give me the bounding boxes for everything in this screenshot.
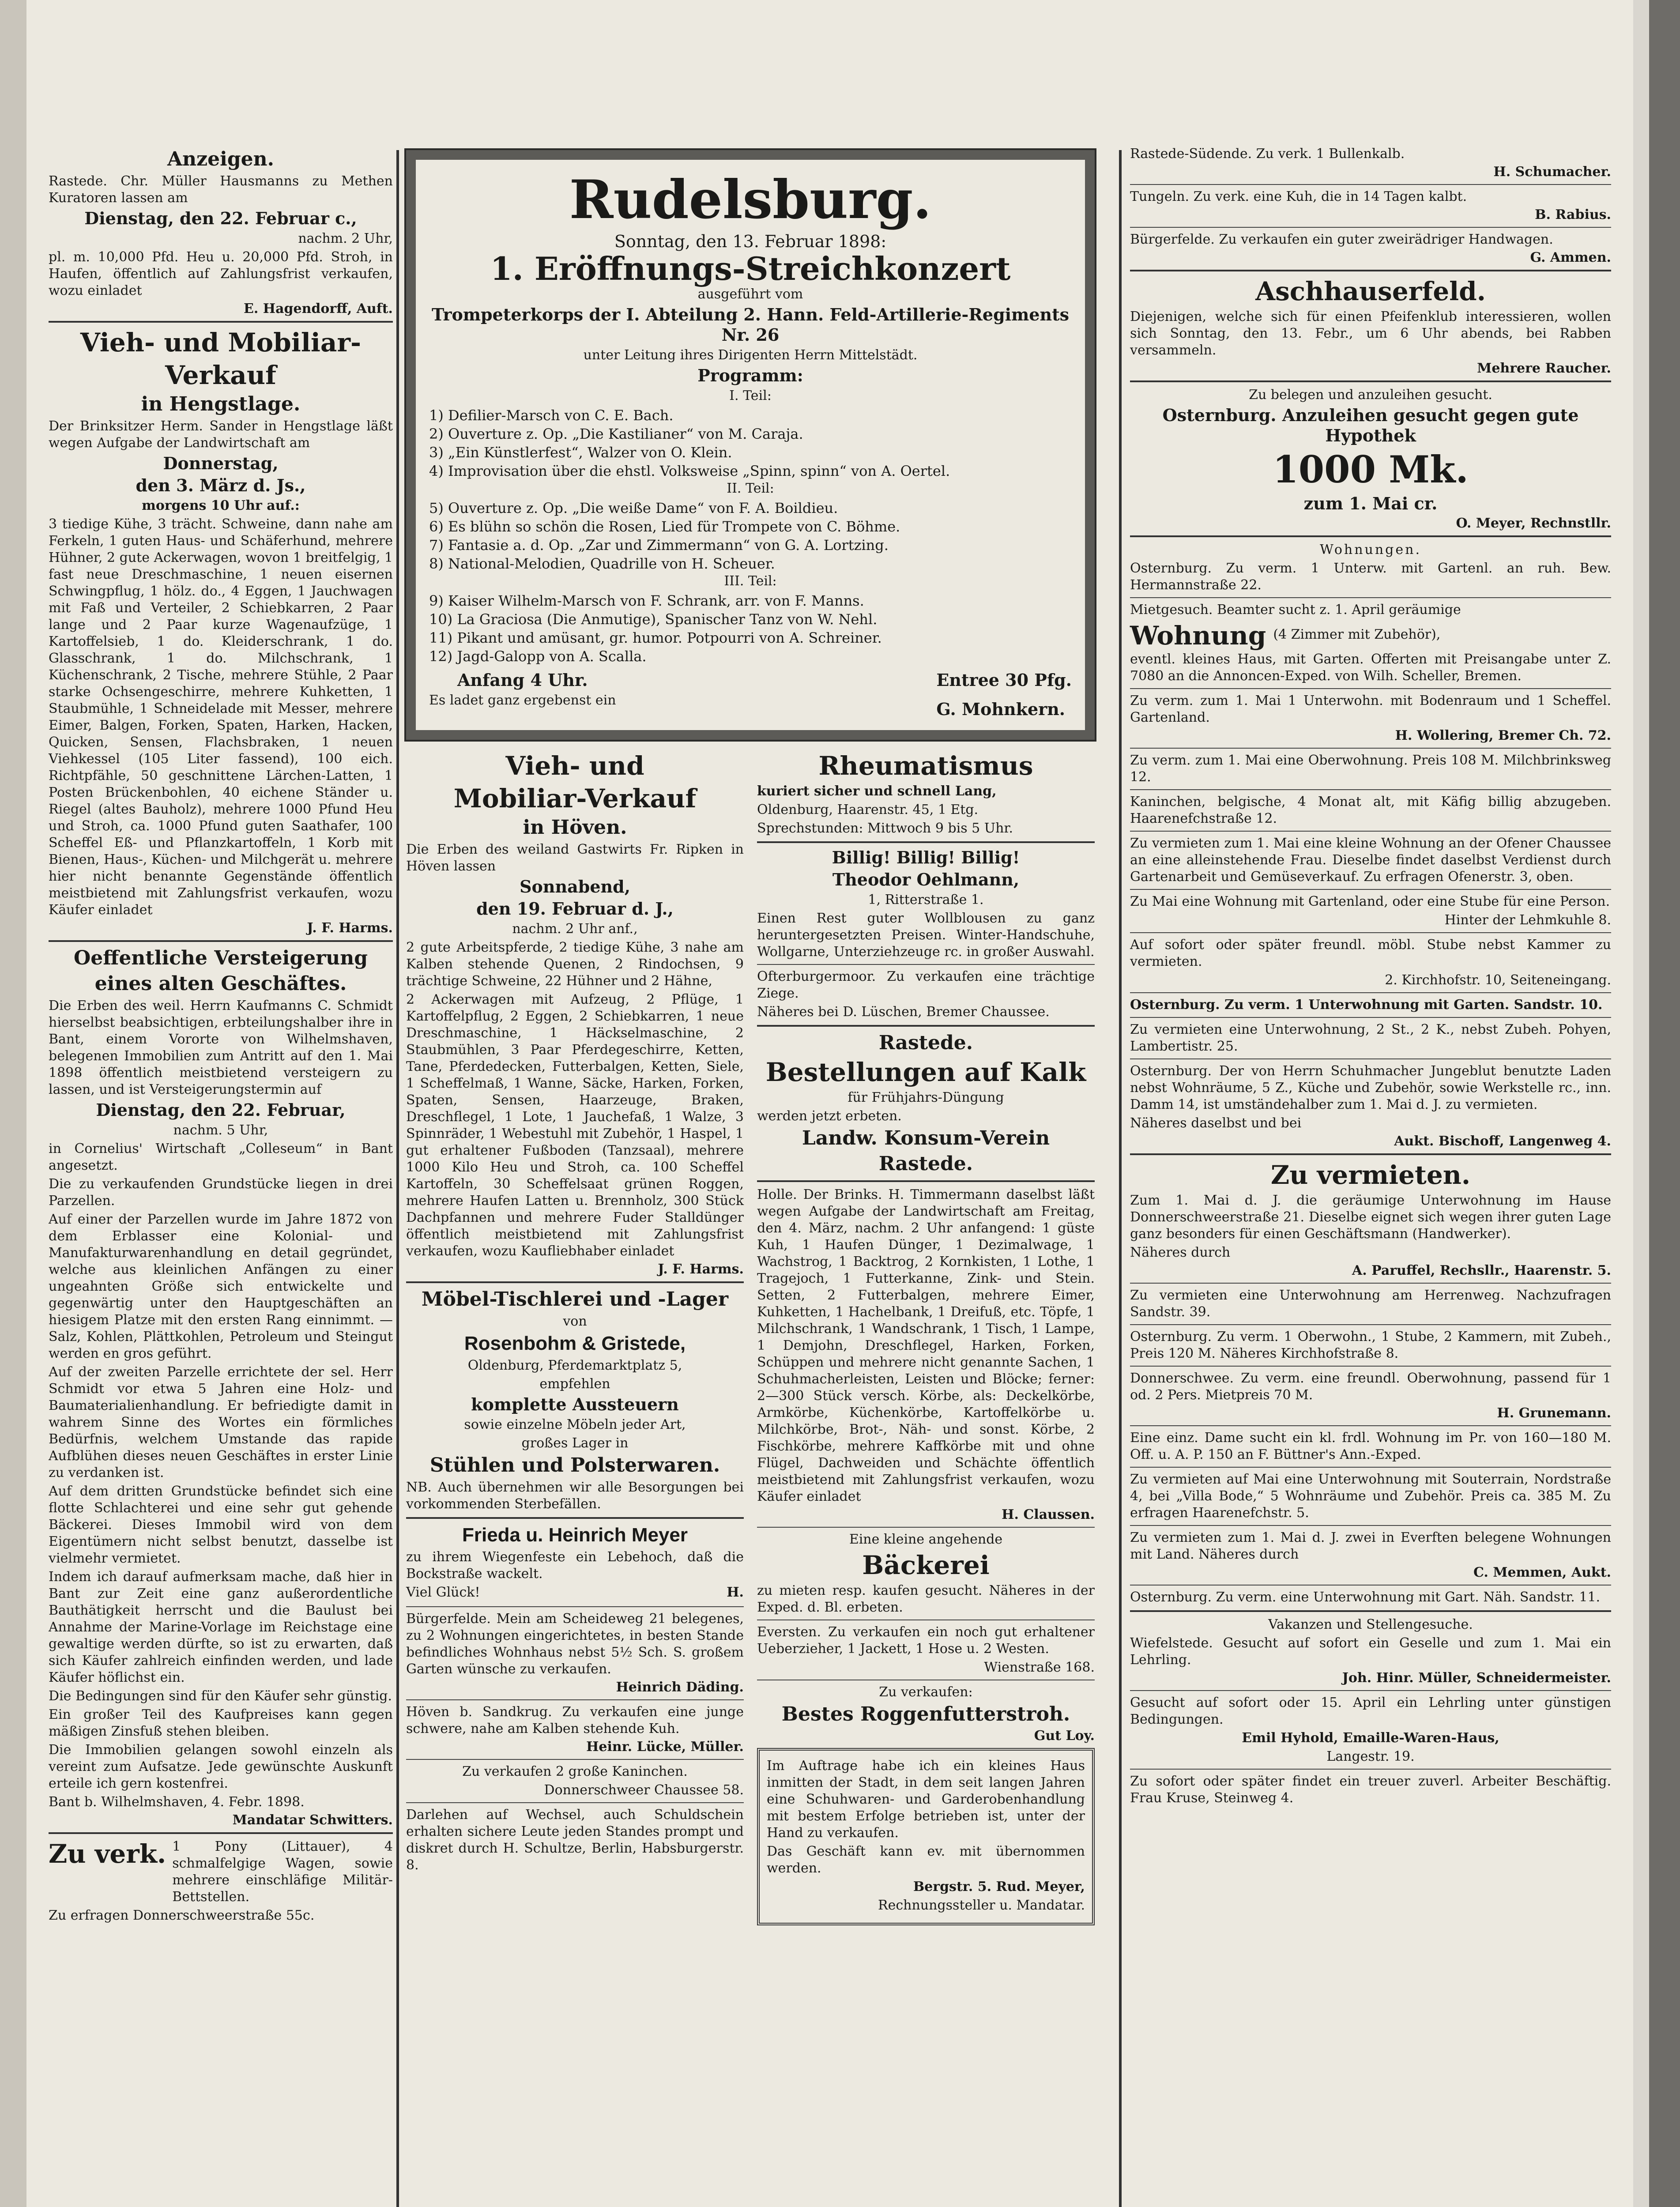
ad-moebel-tischlerei: Möbel-Tischlerei und -Lager von Rosenbohm & Gristede, Oldenburg, Pferdemarktplatz 5, empfehlen komplette Aussteuern sowie einzelne Möbeln jeder Art, großes Lager in Stühlen und Polsterwaren. NB. Auch übernehmen wir alle Besorgungen bei vorkommenden Sterbefällen. bbox=[406, 1288, 744, 1512]
ad-haus-verkauf: Im Auftrage habe ich ein kleines Haus inmitten der Stadt, in dem seit langen Jahren eine Schuhwaren- und Garderobenhandlung mit bestem Erfolge betrieben ist, unter der Hand zu verkaufen. Das Geschäft kann ev. mit übernommen werden. Bergstr. 5. Rud. Meyer, Rechnungssteller u. Mandatar. bbox=[757, 1748, 1095, 1925]
ad-oeffentliche-versteigerung: Oeffentliche Versteigerung eines alten Geschäftes. Die Erben des weil. Herrn Kaufmanns C. Schmidt hierselbst beabsichtigen, erbteilungshalber ihre in Bant, einem Vororte von Wilhelmshaven, belegenen Immobilien zum Antritt auf den 1. Mai 1898 öffentlich meistbietend versteigern zu lassen, und ist Versteigerungstermin auf Dienstag, den 22. Februar, nachm. 5 Uhr, in Cornelius' Wirtschaft „Colleseum“ in Bant angesetzt. Die zu verkaufenden Grundstücke liegen in drei Parzellen. Auf einer der Parzellen wurde im Jahre 1872 von dem Erblasser eine Kolonial- und Manufakturwarenhandlung en detail gegründet, welche aus kleinlichen Anfängen zu einer ungeahnten Größe sich entwickelte und gegenwärtig unter den Hauptgeschäften an hiesigem Platze mit den ersten Rang einnimmt. — Salz, Kohlen, Plättkohlen, Petroleum und Steingut werden en gros geführt. Auf der zweiten Parzelle errichtete der sel. Herr Schmidt vor etwa 5 Jahren eine Holz- und Baumaterialienhandlung. Er befriedigte damit in wahrem Sinne des Wortes ein förmliches Bedürfnis, welchem Umstande das rapide Aufblühen dieses neuen Geschäftes in erster Linie zu verdanken ist. Auf dem dritten Grundstücke befindet sich eine flotte Schlachterei und eine sehr gut gehende Bäckerei. Dieses Immobil wird von dem Eigentümern nicht selbst benutzt, dasselbe ist vielmehr vermietet. Indem ich darauf aufmerksam mache, daß hier in Bant zur Zeit eine ganz außerordentliche Bauthätigkeit herrscht und die Baulust bei Annahme der Marine-Vorlage im Reichstage eine gewaltige werden dürfte, so ist zu erwarten, daß sich Käufer zahlreich einfinden werden, und lade Käufer höflichst ein. Die Bedingungen sind für den Käufer sehr günstig. Ein großer Teil des Kaufpreises kann gegen mäßigen Zinsfuß stehen bleiben. Die Immobilien gelangen sowohl einzeln als vereint zum Aufsatze. Jede gewünschte Auskunft erteile ich gern kostenfrei. Bant b. Wilhelmshaven, 4. Febr. 1898. Mandatar Schwitters. bbox=[49, 947, 393, 1828]
column-middle bbox=[406, 146, 1095, 1929]
section-vakanzen: Vakanzen und Stellengesuche. bbox=[1268, 1617, 1473, 1632]
section-wohnungen: Wohnungen. bbox=[1320, 542, 1421, 557]
column-left: Anzeigen. Rastede. Chr. Müller Hausmanns zu Methen Kuratoren lassen am Dienstag, den 22. Februar c., nachm. 2 Uhr, pl. m. 10,000 Pfd. Heu u. 20,000 Pfd. Stroh, in Haufen, öffentlich auf Zahlungsfrist verkaufen, wozu einladet E. Hagendorff, Auft. Vieh- und Mobiliar- Verkauf in Hengstlage. Der Brinksitzer Herm. Sander in Hengstlage läßt wegen Aufgabe der Landwirtschaft am Donnerstag, den 3. März d. Js., morgens 10 Uhr auf.: 3 tiedige Kühe, 3 trächt. Schweine, dann nahe am Ferkeln, 1 guten Haus- und Schäferhund, mehrere Hühner, 2 gute Ackerwagen, wovon 1 breitfelgig, 1 fast neue Dreschmaschine, 1 neuen eisernen Schwingpflug, 1 hölz. do., 4 Eggen, 1 Jauchwagen mit Faß und Verteiler, 2 Schiebkarren, 2 Paar lange und 2 Paar kurze Wagenaufzüge, 1 Kartoffelsieb, 1 do. Kleiderschrank, 1 do. Glasschrank, 1 do. Milchschrank, 1 Küchenschrank, 2 Tische, mehrere Stühle, 2 Paar starke Ochsengeschirre, mehrere Kuhketten, 1 Staubmühle, 1 Schneidelade mit Messer, mehrere Eimer, Balgen, Forken, Spaten, Harken, Hacken, Quicken, Sensen, Flachsbraken, 1 neuen Viehkessel (105 Liter fassend), 100 eich. Richtpfähle, 50 geschnittene Lärchen-Latten, 1 Posten Brückenbohlen, 40 eichene Ständer u. Riegel (altes Bauholz), mehrere 1000 Pfund Heu und Stroh, ca. 1000 Pfund guten Saathafer, 100 Scheffel Eß- und Pflanzkartoffeln, 1 Korb mit Bienen, Haus-, Küchen- und Milchgerät u. mehrere hier nicht benannte Gegenstände öffentlich meistbietend mit Zahlungsfrist verkaufen, wozu Käufer einladet J. F. Harms. Oeffentliche Versteigerung eines alten Geschäftes. Die Erben des weil. Herrn Kaufmanns C. Schmidt hierselbst beabsichtigen, erbteilungshalber ihre in Bant, einem Vororte von Wilhelmshaven, belegenen Immobilien zum Antritt auf den 1. Mai 1898 öffentlich meistbietend versteigern zu lassen, und ist Versteigerungstermin auf Dienstag, den 22. Februar, nachm. 5 Uhr, in Cornelius' Wirtschaft „Colleseum“ in Bant angesetzt. Die zu verkaufenden Grundstücke liegen in drei Parzellen. Auf einer der Parzellen wurde im Jahre 1872 von dem Erblasser eine Kolonial- und Manufakturwarenhandlung en detail gegründet, welche aus kleinlichen Anfängen zu einer ungeahnten Größe sich entwickelte und gegenwärtig unter den Hauptgeschäften an hiesigem Platze mit den ersten Rang einnimmt. — Salz, Kohlen, Plättkohlen, Petroleum und Steingut werden en gros geführt. Auf der zweiten Parzelle errichtete der sel. Herr Schmidt vor etwa 5 Jahren eine Holz- und Baumaterialienhandlung. Er befriedigte damit in wahrem Sinne des Wortes ein förmliches Bedürfnis, welchem Umstande das rapide Aufblühen dieses neuen Geschäftes in erster Linie zu verdanken ist. Auf dem dritten Grundstücke befindet sich eine flotte Schlachterei und eine sehr gut gehende Bäckerei. Dieses Immobil wird von dem Eigentümern nicht selbst benutzt, dasselbe ist vielmehr vermietet. Indem ich darauf aufmerksam mache, daß hier in Bant zur Zeit eine ganz außerordentliche Bauthätigkeit herrscht und die Baulust bei Annahme der Marine-Vorlage im Reichstage eine gewaltige werden dürfte, so ist zu erwarten, daß sich Käufer zahlreich einfinden werden, und lade Käufer höflichst ein. Die Bedingungen sind für den Käufer sehr günstig. Ein großer Teil des Kaufpreises kann gegen mäßigen Zinsfuß stehen bleiben. Die Immobilien gelangen sowohl einzeln als vereint zum Aufsatze. Jede gewünschte Auskunft erteile ich gern kostenfrei. Bant b. Wilhelmshaven, 4. Febr. 1898. Mandatar Schwitters. Zu verk. 1 Pony (Littauer), 4 schmalfelgige Wagen, sowie mehrere einschläfige Militär-Bettstellen. Zu erfragen Donnerschweerstraße 55c. bbox=[49, 148, 393, 1923]
program-part-3: 9) Kaiser Wilhelm-Marsch von F. Schrank, arr. von F. Manns. 10) La Graciosa (Die Anmutige), Spanischer Tanz von W. Nehl. 11) Pikant und amüsant, gr. humor. Potpourri von A. Schreiner. 12) Jagd-Galopp von A. Scalla. bbox=[429, 592, 882, 665]
column-right: Rastede-Südende. Zu verk. 1 Bullenkalb. H. Schumacher. Tungeln. Zu verk. eine Kuh, die in 14 Tagen kalbt. B. Rabius. Bürgerfelde. Zu verkaufen ein guter zweirädriger Handwagen. G. Ammen. Aschhauserfeld. Diejenigen, welche sich für einen Pfeifenklub interessieren, wollen sich Sonntag, den 13. Febr., um 6 Uhr abends, bei Rabben versammeln. Mehrere Raucher. Zu belegen und anzuleihen gesucht. Osternburg. Anzuleihen gesucht gegen gute Hypothek 1000 Mk. zum 1. Mai cr. O. Meyer, Rechnstllr. Wohnungen. Osternburg. Zu verm. 1 Unterw. mit Gartenl. an ruh. Bew. Hermannstraße 22. Mietgesuch. Beamter sucht z. 1. April geräumige Wohnung (4 Zimmer mit Zubehör), eventl. kleines Haus, mit Garten. Offerten mit Preisangabe unter Z. 7080 an die Annoncen-Exped. von Wilh. Scheller, Bremen. Zu verm. zum 1. Mai 1 Unterwohn. mit Bodenraum und 1 Scheffel. Gartenland. H. Wollering, Bremer Ch. 72. Zu verm. zum 1. Mai eine Oberwohnung. Preis 108 M. Milchbrinksweg 12. Kaninchen, belgische, 4 Monat alt, mit Käfig billig abzugeben. Haarenefchstraße 12. Zu vermieten zum 1. Mai eine kleine Wohnung an der Ofener Chaussee an eine alleinstehende Frau. Dieselbe findet daselbst Verdienst durch Gartenarbeit und Gemüseverkauf. Zu erfragen Ofenerstr. 3, oben. Zu Mai eine Wohnung mit Gartenland, oder eine Stube für eine Person. Hinter der Lehmkuhle 8. Auf sofort oder später freundl. möbl. Stube nebst Kammer zu vermieten. 2. Kirchhofstr. 10, Seiteneingang. Osternburg. Zu verm. 1 Unterwohnung mit Garten. Sandstr. 10. Zu vermieten eine Unterwohnung, 2 St., 2 K., nebst Zubeh. Pohyen, Lambertistr. 25. Osternburg. Der von Herrn Schuhmacher Jungeblut benutzte Laden nebst Wohnräume, 5 Z., Küche und Zubehör, sowie Werkstelle rc., inn. Damm 14, ist umständehalber zum 1. Mai d. J. zu vermieten. Näheres daselbst und bei Aukt. Bischoff, Langenweg 4. Zu vermieten. Zum 1. Mai d. J. die geräumige Unterwohnung im Hause Donnerschweerstraße 21. Dieselbe eignet sich wegen ihrer guten Lage ganz besonders für einen Geschäftsmann (Handwerker). Näheres durch A. Paruffel, Rechsllr., Haarenstr. 5. Zu vermieten eine Unterwohnung am Herrenweg. Nachzufragen Sandstr. 39. Osternburg. Zu verm. 1 Oberwohn., 1 Stube, 2 Kammern, mit Zubeh., Preis 120 M. Näheres Kirchhofstraße 8. Donnerschwee. Zu verm. eine freundl. Oberwohnung, passend für 1 od. 2 Pers. Mietpreis 70 M. H. Grunemann. Eine einz. Dame sucht ein kl. frdl. Wohnung im Pr. von 160—180 M. Off. u. A. P. 150 an F. Büttner's Ann.-Exped. Zu vermieten auf Mai eine Unterwohnung mit Souterrain, Nordstraße 4, bei „Villa Bode,“ 5 Wohnräume und Zubehör. Preis ca. 385 M. Zu erfragen Haarenefchstr. 5. Zu vermieten zum 1. Mai d. J. zwei in Everften belegene Wohnungen mit Land. Näheres durch C. Memmen, Aukt. Osternburg. Zu verm. eine Unterwohnung mit Gart. Näh. Sandstr. 11. Vakanzen und Stellengesuche. Wiefelstede. Gesucht auf sofort ein Geselle und zum 1. Mai ein Lehrling. Joh. Hinr. Müller, Schneidermeister. Gesucht auf sofort oder 15. April ein Lehrling unter günstigen Bedingungen. Emil Hyhold, Emaille-Waren-Haus, Langestr. 19. Zu sofort oder später findet ein treuer zuverl. Arbeiter Beschäftig. Frau Kruse, Steinweg 4. bbox=[1130, 146, 1611, 1806]
program-part-1: 1) Defilier-Marsch von C. E. Bach. 2) Ouverture z. Op. „Die Kastilianer“ von M. Caraja. 3) „Ein Künstlerfest“, Walzer von O. Klein. 4) Improvisation über die ehstl. Volksweise „Spinn, spinn“ von A. Oertel. bbox=[429, 407, 950, 479]
scan-left-edge bbox=[0, 0, 26, 2207]
ad-rastede-heu: Anzeigen. Rastede. Chr. Müller Hausmanns zu Methen Kuratoren lassen am Dienstag, den 22. Februar c., nachm. 2 Uhr, pl. m. 10,000 Pfd. Heu u. 20,000 Pfd. Stroh, in Haufen, öffentlich auf Zahlungsfrist verkaufen, wozu einladet E. Hagendorff, Auft. bbox=[49, 148, 393, 316]
subcol-b1: Vieh- und Mobiliar-Verkauf in Höven. Die Erben des weiland Gastwirts Fr. Ripken in Höven lassen Sonnabend, den 19. Februar d. J., nachm. 2 Uhr anf., 2 gute Arbeitspferde, 2 tiedige Kühe, 3 nahe am Kalben stehende Quenen, 2 Rindochsen, 9 trächtige Schweine, 22 Hühner und 2 Hähne, 2 Ackerwagen mit Aufzeug, 2 Pflüge, 1 Kartoffelpflug, 2 Eggen, 2 Schiebkarren, 1 neue Dreschmaschine, 1 Häckselmaschine, 2 Staubmühlen, 3 Paar Pferdegeschirre, Ketten, Tane, Pferdedecken, Futterbalgen, Ketten, Siele, 1 Scheffelmaß, 1 Wanne, Säcke, Harken, Forken, Spaten, Sensen, Haarzeuge, Braken, Dreschflegel, 1 Lote, 1 Jauchefaß, 1 Walze, 3 Spinnräder, 1 Webestuhl mit Zubehör, 1 Haspel, 1 gut erhaltener Fußboden (Tanzsaal), mehrere 1000 Kilo Heu und Stroh, ca. 100 Scheffel Kartoffeln, 30 Scheffelsaat grünen Roggen, mehrere Haufen Latten u. Brennholz, 300 Stück Dachpfannen und mehrere Fuder Stalldünger öffentlich meistbietend mit Zahlungsfrist verkaufen, wozu Kaufliebhaber einladet J. F. Harms. Möbel-Tischlerei und -Lager von Rosenbohm & Gristede, Oldenburg, Pferdemarktplatz 5, empfehlen komplette Aussteuern sowie einzelne Möbeln jeder Art, großes Lager in Stühlen und Polsterwaren. NB. Auch übernehmen wir alle Besorgungen bei vorkommenden Sterbefällen. Frieda u. Heinrich Meyer zu ihrem Wiegenfeste ein Lebehoch, daß die Bockstraße wackelt. Viel Glück! H. Bürgerfelde. Mein am Scheideweg 21 belegenes, zu 2 Wohnungen eingerichtetes, in besten Stande befindliches Wohnhaus nebst 5½ Sch. S. großem Garten wünsche zu verkaufen. Heinrich Däding. Höven b. Sandkrug. Zu verkaufen eine junge schwere, nahe am Kalben stehende Kuh. Heinr. Lücke, Müller. Zu verkaufen 2 große Kaninchen. Donnerschweer Chaussee 58. Darlehen auf Wechsel, auch Schuldschein erhalten sichere Leute jeden Standes prompt und diskret durch H. Schultze, Berlin, Habsburgerstr. 8. bbox=[406, 751, 744, 1873]
ad-holle: Holle. Der Brinks. H. Timmermann daselbst läßt wegen Aufgabe der Landwirtschaft am Freitag, den 4. März, nachm. 2 Uhr anfangend: 1 güste Kuh, 1 Haufen Dünger, 1 Dezimalwage, 1 Wachstrog, 1 Backtrog, 2 Kornkisten, 1 Lothe, 1 Tragejoch, 1 Futterkanne, Zink- und Stein. Setten, 2 Futterbalgen, mehrere Eimer, Kuhketten, 1 Hachelbank, 1 Dreifuß, etc. Töpfe, 1 Milchschrank, 1 Wandschrank, 1 Tisch, 1 Lampe, 1 Demjohn, Dreschflegel, Harken, Forken, Schüppen und mehrere nicht genannte Sachen, 1 Schuhmacherleisten, Leisten und Blöcke; ferner: 2—300 Stück versch. Körbe, als: Deckelkörbe, Armkörbe, Küchenkörbe, Kartoffelkörbe u. Milchkörbe, Brot-, Näh- und sonst. Körbe, 2 Fischkörbe, mehrere Kaffkörbe mit und ohne Flügel, Dachweiden und Schächte öffentlich meistbietend mit Zahlungsfrist verkaufen, wozu Käufer einladet bbox=[757, 1187, 1095, 1504]
column-rule-left bbox=[396, 150, 399, 2207]
ad-kalk: Rastede. Bestellungen auf Kalk für Frühjahrs-Düngung werden jetzt erbeten. Landw. Konsum-Verein Rastede. bbox=[757, 1032, 1086, 1175]
section-heading: Anzeigen. bbox=[167, 148, 274, 170]
subcol-b2: Rheumatismus kuriert sicher und schnell Lang, Oldenburg, Haarenstr. 45, 1 Etg. Sprechstunden: Mittwoch 9 bis 5 Uhr. Billig! Billig! Billig! Theodor Oehlmann, 1, Ritterstraße 1. Einen Rest guter Wollblousen zu ganz heruntergesetzten Preisen. Winter-Handschuhe, Wollgarne, Unterziehzeuge rc. in großer Auswahl. Ofterburgermoor. Zu verkaufen eine trächtige Ziege. Näheres bei D. Lüschen, Bremer Chaussee. Rastede. Bestellungen auf Kalk für Frühjahrs-Düngung werden jetzt erbeten. Landw. Konsum-Verein Rastede. Holle. Der Brinks. H. Timmermann daselbst läßt wegen Aufgabe der Landwirtschaft am Freitag, den 4. März, nachm. 2 Uhr anfangend: 1 güste Kuh, 1 Haufen Dünger, 1 Dezimalwage, 1 Wachstrog, 1 Backtrog, 2 Kornkisten, 1 Lothe, 1 Tragejoch, 1 Futterkanne, Zink- und Stein. Setten, 2 Futterbalgen, mehrere Eimer, Kuhketten, 1 Hachelbank, 1 Dreifuß, etc. Töpfe, 1 Milchschrank, 1 Wandschrank, 1 Tisch, 1 Lampe, 1 Demjohn, Dreschflegel, Harken, Forken, Schüppen und mehrere nicht genannte Sachen, 1 Schuhmacherleisten, Leisten und Blöcke; ferner: 2—300 Stück versch. Körbe, als: Deckelkörbe, Armkörbe, Küchenkörbe, Kartoffelkörbe u. Milchkörbe, Brot-, Näh- und sonst. Körbe, 2 Fischkörbe, mehrere Kaffkörbe mit und ohne Flügel, Dachweiden und Schächte öffentlich meistbietend mit Zahlungsfrist verkaufen, wozu Käufer einladet H. Claussen. Eine kleine angehende Bäckerei zu mieten resp. kaufen gesucht. Näheres in der Exped. d. Bl. erbeten. Eversten. Zu verkaufen ein noch gut erhaltener Ueberzieher, 1 Jackett, 1 Hose u. 2 Westen. Wienstraße 168. Zu verkaufen: Bestes Roggenfutterstroh. Gut Loy. Im Auftrage habe ich ein kleines Haus inmitten der Stadt, in dem seit langen Jahren eine Schuhwaren- und Garderobenhandlung mit bestem Erfolge betrieben ist, unter der Hand zu verkaufen. Das Geschäft kann ev. mit übernommen werden. Bergstr. 5. Rud. Meyer, Rechnungssteller u. Mandatar. bbox=[757, 749, 1095, 1929]
ad-frieda-heinrich: Frieda u. Heinrich Meyer zu ihrem Wiegenfeste ein Lebehoch, daß die Bockstraße wackelt. Viel Glück! H. bbox=[406, 1524, 744, 1600]
column-rule-right bbox=[1119, 150, 1122, 2207]
ad-rudelsburg-konzert: Rudelsburg. Sonntag, den 13. Februar 1898: 1. Eröffnungs-Streichkonzert ausgeführt vom Trompeterkorps der I. Abteilung 2. Hann. Feld-Artillerie-Regiments Nr. 26 unter Leitung ihres Dirigenten Herrn Mittelstädt. Programm: I. Teil: 1) Defilier-Marsch von C. E. Bach. 2) Ouverture z. Op. „Die Kastilianer“ von M. Caraja. 3) „Ein Künstlerfest“, Walzer von O. Klein. 4) Improvisation über die ehstl. Volksweise „Spinn, spinn“ von A. Oertel. II. Teil: 5) Ouverture z. Op. „Die weiße Dame“ von F. A. Boildieu. 6) Es blühn so schön die Rosen, Lied für Trompete von C. Böhme. 7) Fantasie a. d. Op. „Zar und Zimmermann“ von G. A. Lortzing. 8) National-Melodien, Quadrille von H. Scheuer. III. Teil: 9) Kaiser Wilhelm-Marsch von F. Schrank, arr. von F. Manns. 10) La Graciosa (Die Anmutige), Spanischer Tanz von W. Nehl. 11) Pikant und amüsant, gr. humor. Potpourri von A. Schreiner. 12) Jagd-Galopp von A. Scalla. Anfang 4 Uhr. Es ladet ganz ergebenst ein Entree 30 Pfg. G. Mohnkern. bbox=[406, 150, 1095, 740]
ad-oehlmann: Billig! Billig! Billig! Theodor Oehlmann, 1, Ritterstraße 1. Einen Rest guter Wollblousen zu ganz heruntergesetzten Preisen. Winter-Handschuhe, Wollgarne, Unterziehzeuge rc. in großer Auswahl. bbox=[757, 847, 1095, 960]
ad-zu-verk-pony: Zu verk. 1 Pony (Littauer), 4 schmalfelgige Wagen, sowie mehrere einschläfige Militär-Bettstellen. bbox=[49, 1839, 393, 1905]
program-part-2: 5) Ouverture z. Op. „Die weiße Dame“ von F. A. Boildieu. 6) Es blühn so schön die Rosen, Lied für Trompete von C. Böhme. 7) Fantasie a. d. Op. „Zar und Zimmermann“ von G. A. Lortzing. 8) National-Melodien, Quadrille von H. Scheuer. bbox=[429, 500, 900, 572]
scan-right-edge bbox=[1649, 0, 1680, 2207]
ad-vieh-hoeven: Vieh- und Mobiliar-Verkauf in Höven. Die Erben des weiland Gastwirts Fr. Ripken in Höven lassen Sonnabend, den 19. Februar d. J., nachm. 2 Uhr anf., 2 gute Arbeitspferde, 2 tiedige Kühe, 3 nahe am Kalben stehende Quenen, 2 Rindochsen, 9 trächtige Schweine, 22 Hühner und 2 Hähne, 2 Ackerwagen mit Aufzeug, 2 Pflüge, 1 Kartoffelpflug, 2 Eggen, 2 Schiebkarren, 1 neue Dreschmaschine, 1 Häckselmaschine, 2 Staubmühlen, 3 Paar Pferdegeschirre, Ketten, Tane, Pferdedecken, Futterbalgen, Ketten, Siele, 1 Scheffelmaß, 1 Wanne, Säcke, Harken, Forken, Spaten, Sensen, Haarzeuge, Braken, Dreschflegel, 1 Lote, 1 Jauchefaß, 1 Walze, 3 Spinnräder, 1 Webestuhl mit Zubehör, 1 Haspel, 1 gut erhaltener Fußboden (Tanzsaal), mehrere 1000 Kilo Heu und Stroh, ca. 100 Scheffel Kartoffeln, 30 Scheffelsaat grünen Roggen, mehrere Haufen Latten u. Brennholz, 300 Stück Dachpfannen und mehrere Fuder Stalldünger öffentlich meistbietend mit Zahlungsfrist verkaufen, wozu Kaufliebhaber einladet J. F. Harms. bbox=[406, 751, 744, 1277]
ad-rheumatismus: Rheumatismus kuriert sicher und schnell Lang, Oldenburg, Haarenstr. 45, 1 Etg. Sprechstunden: Mittwoch 9 bis 5 Uhr. bbox=[757, 751, 1033, 836]
ad-baeckerei: Eine kleine angehende Bäckerei zu mieten resp. kaufen gesucht. Näheres in der Exped. d. Bl. erbeten. bbox=[757, 1532, 1095, 1615]
ad-vieh-hengstlage: Vieh- und Mobiliar- Verkauf in Hengstlage. Der Brinksitzer Herm. Sander in Hengstlage läßt wegen Aufgabe der Landwirtschaft am Donnerstag, den 3. März d. Js., morgens 10 Uhr auf.: 3 tiedige Kühe, 3 trächt. Schweine, dann nahe am Ferkeln, 1 guten Haus- und Schäferhund, mehrere Hühner, 2 gute Ackerwagen, wovon 1 breitfelgig, 1 fast neue Dreschmaschine, 1 neuen eisernen Schwingpflug, 1 hölz. do., 4 Eggen, 1 Jauchwagen mit Faß und Verteiler, 2 Schiebkarren, 2 Paar lange und 2 Paar kurze Wagenaufzüge, 1 Kartoffelsieb, 1 do. Kleiderschrank, 1 do. Glasschrank, 1 do. Milchschrank, 1 Küchenschrank, 2 Tische, mehrere Stühle, 2 Paar starke Ochsengeschirre, mehrere Kuhketten, 1 Staubmühle, 1 Schneidelade mit Messer, mehrere Eimer, Balgen, Forken, Spaten, Harken, Hacken, Quicken, Sensen, Flachsbraken, 1 neuen Viehkessel (105 Liter fassend), 100 eich. Richtpfähle, 50 geschnittene Lärchen-Latten, 1 Posten Brückenbohlen, 40 eichene Ständer u. Riegel (altes Bauholz), mehrere 1000 Pfund Heu und Stroh, ca. 1000 Pfund guten Saathafer, 100 Scheffel Eß- und Pflanzkartoffeln, 1 Korb mit Bienen, Haus-, Küchen- und Milchgerät u. mehrere hier nicht benannte Gegenstände öffentlich meistbietend mit Zahlungsfrist verkaufen, wozu Käufer einladet J. F. Harms. bbox=[49, 328, 393, 936]
